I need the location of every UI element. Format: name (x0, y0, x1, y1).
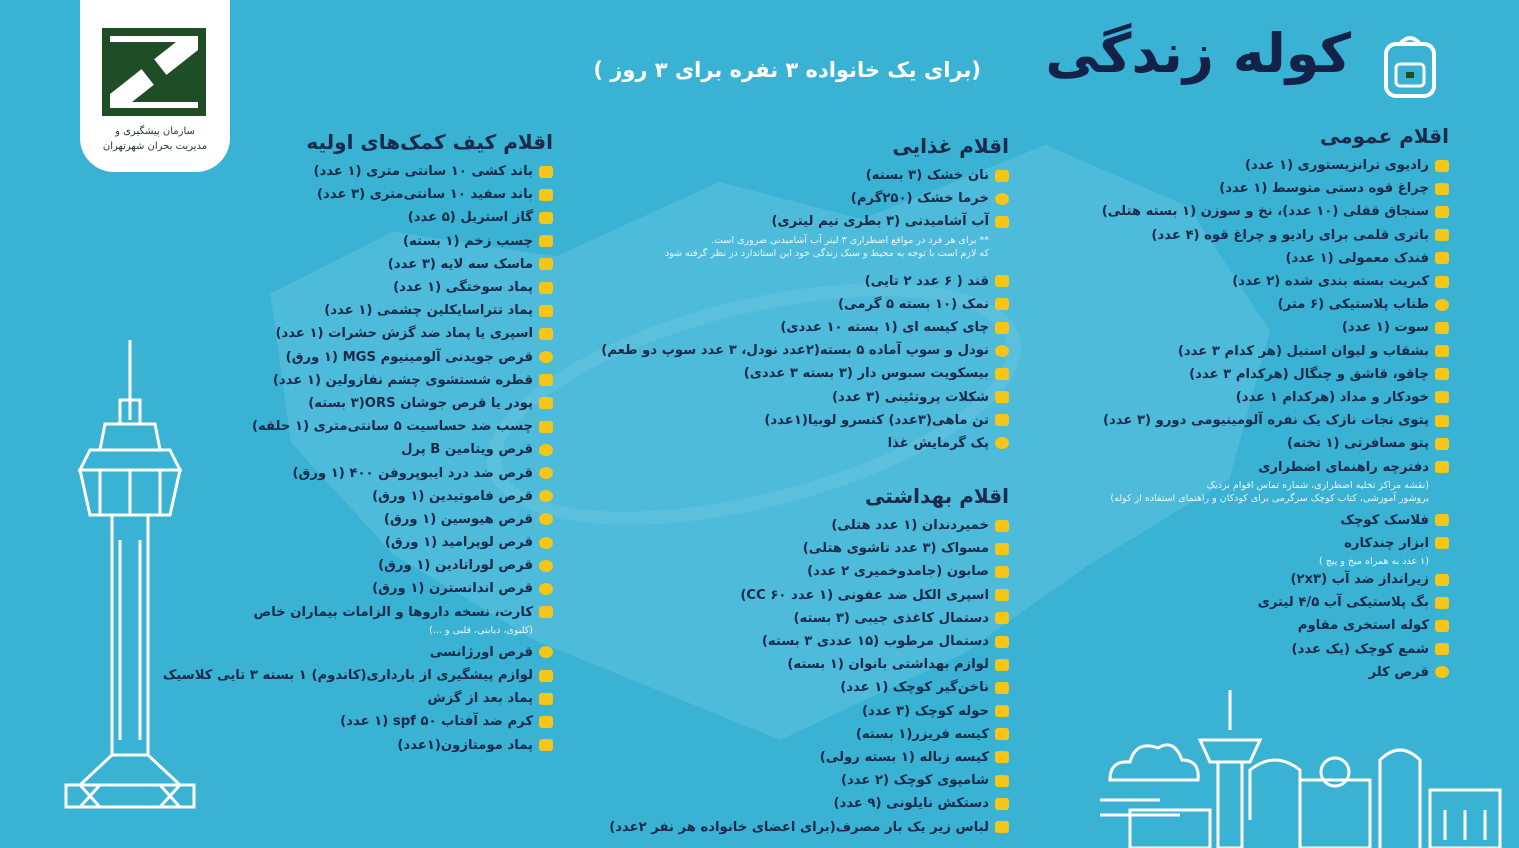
towel-icon (995, 705, 1009, 717)
list-item: ماسک سه لایه (۳ عدد) (153, 253, 553, 276)
list-item: رادیوی ترانزیستوری (۱ عدد) (979, 154, 1449, 177)
candle-icon (1435, 643, 1449, 655)
list-item: فندک معمولی (۱ عدد) (979, 247, 1449, 270)
list-item: دستکش نایلونی (۹ عدد) (569, 792, 1009, 815)
trash-bag-icon (995, 751, 1009, 763)
list-item: مسواک (۳ عدد تاشوی هتلی) (569, 537, 1009, 560)
mask-icon (539, 258, 553, 270)
insect-spray-icon (539, 328, 553, 340)
list-item: نان خشک (۳ بسته) (569, 164, 1009, 187)
bread-icon (995, 170, 1009, 182)
list-item: لوازم بهداشتی بانوان (۱ بسته) (569, 653, 1009, 676)
contraceptive-icon (539, 670, 553, 682)
list-item: نودل و سوپ آماده ۵ بسته(۲عدد نودل، ۳ عدد سوپ دو طعم) (569, 339, 1009, 362)
milad-tower-illustration (60, 340, 200, 830)
list-item: بیسکویت سبوس دار (۳ بسته ۳ عددی) (569, 362, 1009, 385)
bandage-roll-icon (539, 189, 553, 201)
biscuit-icon (995, 368, 1009, 380)
list-item: بشقاب و لیوان استیل (هر کدام ۳ عدد) (979, 340, 1449, 363)
shampoo-icon (995, 775, 1009, 787)
nail-clipper-icon (995, 682, 1009, 694)
pad-icon (995, 659, 1009, 671)
list-item: قطره شستشوی چشم نفازولین (۱ عدد) (153, 369, 553, 392)
sunscreen-icon (539, 716, 553, 728)
list-item: نمک (۱۰ بسته ۵ گرمی) (569, 293, 1009, 316)
list-item: بگ پلاستیکی آب ۴/۵ لیتری (979, 591, 1449, 614)
list-item: خمیردندان (۱ عدد هتلی) (569, 514, 1009, 537)
list-item: زیرانداز ضد آب (۲x۳) (979, 568, 1449, 591)
list-item: گاز استریل (۵ عدد) (153, 206, 553, 229)
list-item: کوله استخری مقاوم (979, 614, 1449, 637)
noodle-icon (995, 345, 1009, 357)
pill-icon (539, 560, 553, 572)
gauze-icon (539, 212, 553, 224)
multitool-note: (۱ عدد به همراه میخ و پیچ ) (1319, 556, 1429, 567)
toothbrush-icon (995, 543, 1009, 555)
list-item: باند کشی ۱۰ سانتی متری (۱ عدد) (153, 160, 553, 183)
list-item: باتری قلمی برای رادیو و چراغ قوه (۴ عدد) (979, 224, 1449, 247)
pencil-icon (1435, 391, 1449, 403)
wet-wipe-icon (995, 636, 1009, 648)
list-item: قرص اندانسترن (۱ ورق) (153, 577, 553, 600)
heating-pack-icon (995, 437, 1009, 449)
pill-icon (539, 513, 553, 525)
list-item: قرص لوراتادین (۱ ورق) (153, 554, 553, 577)
list-item: لباس زیر یک بار مصرف(برای اعضای خانواده هر نفر ۲عدد) (569, 815, 1009, 838)
bandage-icon (539, 166, 553, 178)
list-item: شمع کوچک (یک عدد) (979, 638, 1449, 661)
list-item: چاقو، قاشق و چنگال (هرکدام ۳ عدد) (979, 363, 1449, 386)
food-items-heading: اقلام غذایی (892, 134, 1009, 158)
list-item: پودر یا قرص جوشان ORS(۳ بسته) (153, 392, 553, 415)
multitool-icon (1435, 537, 1449, 549)
list-item: پتو مسافرتی (۱ تخته) (979, 432, 1449, 455)
general-items-column (979, 124, 1449, 684)
ointment-icon (539, 693, 553, 705)
list-item: خرما خشک (۲۵۰گرم) (569, 187, 1009, 210)
lighter-icon (1435, 252, 1449, 264)
list-item: دستمال کاغذی جیبی (۳ بسته) (569, 607, 1009, 630)
list-item: دفترچه راهنمای اضطراری (979, 455, 1449, 478)
page-title: کوله زندگی (1045, 22, 1351, 85)
water-bag-icon (1435, 597, 1449, 609)
general-items-heading: اقلام عمومی (1320, 124, 1449, 148)
list-item: پماد مومتازون(۱عدد) (153, 734, 553, 757)
salt-icon (995, 298, 1009, 310)
list-item: چراغ قوه دستی متوسط (۱ عدد) (979, 177, 1449, 200)
firstaid-items-heading: اقلام کیف کمک‌های اولیه (306, 130, 553, 154)
dates-icon (995, 193, 1009, 205)
eye-ointment-icon (539, 305, 553, 317)
list-item: دستمال مرطوب (۱۵ عددی ۳ بسته) (569, 630, 1009, 653)
list-item: حوله کوچک (۳ عدد) (569, 700, 1009, 723)
list-item: آب آشامیدنی (۳ بطری نیم لیتری) (569, 210, 1009, 233)
tissue-icon (995, 612, 1009, 624)
pill-icon (539, 537, 553, 549)
backpack-icon (1378, 30, 1442, 98)
chocolate-icon (995, 391, 1009, 403)
list-item: شکلات پروتئینی (۳ عدد) (569, 386, 1009, 409)
tea-bag-icon (995, 322, 1009, 334)
list-item: پماد سوختگی (۱ عدد) (153, 276, 553, 299)
can-icon (995, 414, 1009, 426)
emergency-pill-icon (539, 646, 553, 658)
spray-icon (995, 589, 1009, 601)
list-item: اسپری الکل ضد عفونی (۱ عدد ۶۰ CC) (569, 584, 1009, 607)
list-item: سوت (۱ عدد) (979, 316, 1449, 339)
band-aid-icon (539, 235, 553, 247)
list-item: قرص ضد درد ایبوپروفن ۴۰۰ (۱ ورق) (153, 461, 553, 484)
hygiene-items-heading: اقلام بهداشتی (865, 484, 1009, 508)
list-item: قرص جویدنی آلومینیوم MGS (۱ ورق) (153, 346, 553, 369)
hygiene-items-column (569, 484, 1009, 839)
list-item: پتوی نجات نازک یک نفره آلومینیومی دورو (۳ عدد) (979, 409, 1449, 432)
chlorine-pill-icon (1435, 666, 1449, 678)
gloves-icon (995, 798, 1009, 810)
cutlery-icon (1435, 368, 1449, 380)
list-item: چای کیسه ای (۱ بسته ۱۰ عددی) (569, 316, 1009, 339)
pill-icon (539, 467, 553, 479)
chewable-pill-icon (539, 351, 553, 363)
list-item: صابون (جامدوخمیری ۲ عدد) (569, 560, 1009, 583)
list-item: کبریت بسته بندی شده (۲ عدد) (979, 270, 1449, 293)
blanket-icon (1435, 415, 1449, 427)
water-note-line1: ** برای هر فرد در مواقع اضطراری ۳ لیتر آب آشامیدنی ضروری است. (711, 234, 989, 246)
list-item: کیسه فریزر(۱ بسته) (569, 723, 1009, 746)
booklet-note-line2: بروشور آموزشی، کتاب کوچک سرگرمی برای کودکان و راهنمای استفاده از کوله) (1110, 492, 1429, 504)
flask-icon (1435, 514, 1449, 526)
pill-icon (539, 490, 553, 502)
booklet-note-line1: (نقشه مراکز تخلیه اضطراری، شماره تماس اقوام نزدیک (1206, 479, 1429, 491)
ors-icon (539, 397, 553, 409)
backpack-small-icon (1435, 620, 1449, 632)
whistle-icon (1435, 322, 1449, 334)
vitamin-icon (539, 444, 553, 456)
list-item: فلاسک کوچک (979, 509, 1449, 532)
freezer-bag-icon (995, 728, 1009, 740)
list-item: کارت، نسخه داروها و الزامات بیماران خاص (153, 601, 553, 624)
list-item: قرص لوپرامید (۱ ورق) (153, 531, 553, 554)
list-item: لوازم پیشگیری از بارداری(کاندوم) ۱ بسته ۳ تایی کلاسیک (153, 664, 553, 687)
list-item: سنجاق قفلی (۱۰ عدد)، نخ و سوزن (۱ بسته هتلی) (979, 200, 1449, 223)
card-icon (539, 606, 553, 618)
page-subtitle: (برای یک خانواده ۳ نفره برای ۳ روز ) (593, 58, 981, 82)
list-item: ابزار چندکاره (979, 532, 1449, 555)
list-item: قرص اورژانسی (153, 641, 553, 664)
list-item: اسپری یا پماد ضد گزش حشرات (۱ عدد) (153, 322, 553, 345)
underwear-icon (995, 821, 1009, 833)
plate-cup-icon (1435, 345, 1449, 357)
list-item: قرص ویتامین B پرل (153, 438, 553, 461)
list-item: قرص هیوسین (۱ ورق) (153, 508, 553, 531)
list-item: ناخن‌گیر کوچک (۱ عدد) (569, 676, 1009, 699)
matches-icon (1435, 276, 1449, 288)
list-item: قند ( ۶ عدد ۲ تایی) (569, 270, 1009, 293)
logo-text-line1: سازمان پیشگیری و (115, 126, 195, 137)
food-items-column (569, 134, 1009, 455)
battery-icon (1435, 229, 1449, 241)
list-item: قرص کلر (979, 661, 1449, 684)
list-item: چسب زخم (۱ بسته) (153, 230, 553, 253)
firstaid-items-column (153, 130, 553, 757)
list-item: شامپوی کوچک (۲ عدد) (569, 769, 1009, 792)
soap-icon (995, 566, 1009, 578)
rope-icon (1435, 299, 1449, 311)
booklet-icon (1435, 461, 1449, 473)
list-item: طناب پلاستیکی (۶ متر) (979, 293, 1449, 316)
water-note-line2: که لازم است با توجه به محیط و سبک زندگی خود این استاندارد در نظر گرفته شود (664, 247, 989, 259)
toothpaste-icon (995, 520, 1009, 532)
city-skyline-illustration (1100, 690, 1510, 848)
pill-icon (539, 583, 553, 595)
tape-icon (539, 421, 553, 433)
list-item: تن ماهی(۳عدد) کنسرو لوبیا(۱عدد) (569, 409, 1009, 432)
radio-icon (1435, 160, 1449, 172)
travel-blanket-icon (1435, 438, 1449, 450)
list-item: باند سفید ۱۰ سانتی‌متری (۳ عدد) (153, 183, 553, 206)
list-item: پماد بعد از گزش (153, 687, 553, 710)
ointment-icon (539, 282, 553, 294)
special-patients-note: (کلیوی، دیابتی، قلبی و ...) (429, 624, 533, 636)
list-item: پک گرمایش غذا (569, 432, 1009, 455)
list-item: پماد تتراسایکلین چشمی (۱ عدد) (153, 299, 553, 322)
safety-pin-icon (1435, 206, 1449, 218)
eye-drop-icon (539, 374, 553, 386)
logo-text-line2: مدیریت بحران شهرتهران (102, 141, 208, 152)
flashlight-icon (1435, 183, 1449, 195)
sugar-icon (995, 275, 1009, 287)
water-bottle-icon (995, 216, 1009, 228)
ointment-icon (539, 739, 553, 751)
list-item: کیسه زباله (۱ بسته رولی) (569, 746, 1009, 769)
groundsheet-icon (1435, 574, 1449, 586)
list-item: چسب ضد حساسیت ۵ سانتی‌متری (۱ حلقه) (153, 415, 553, 438)
list-item: خودکار و مداد (هرکدام ۱ عدد) (979, 386, 1449, 409)
list-item: قرص فاموتیدین (۱ ورق) (153, 485, 553, 508)
z-logo-icon (102, 28, 206, 116)
list-item: کرم ضد آفتاب spf ۵۰ (۱ عدد) (153, 710, 553, 733)
